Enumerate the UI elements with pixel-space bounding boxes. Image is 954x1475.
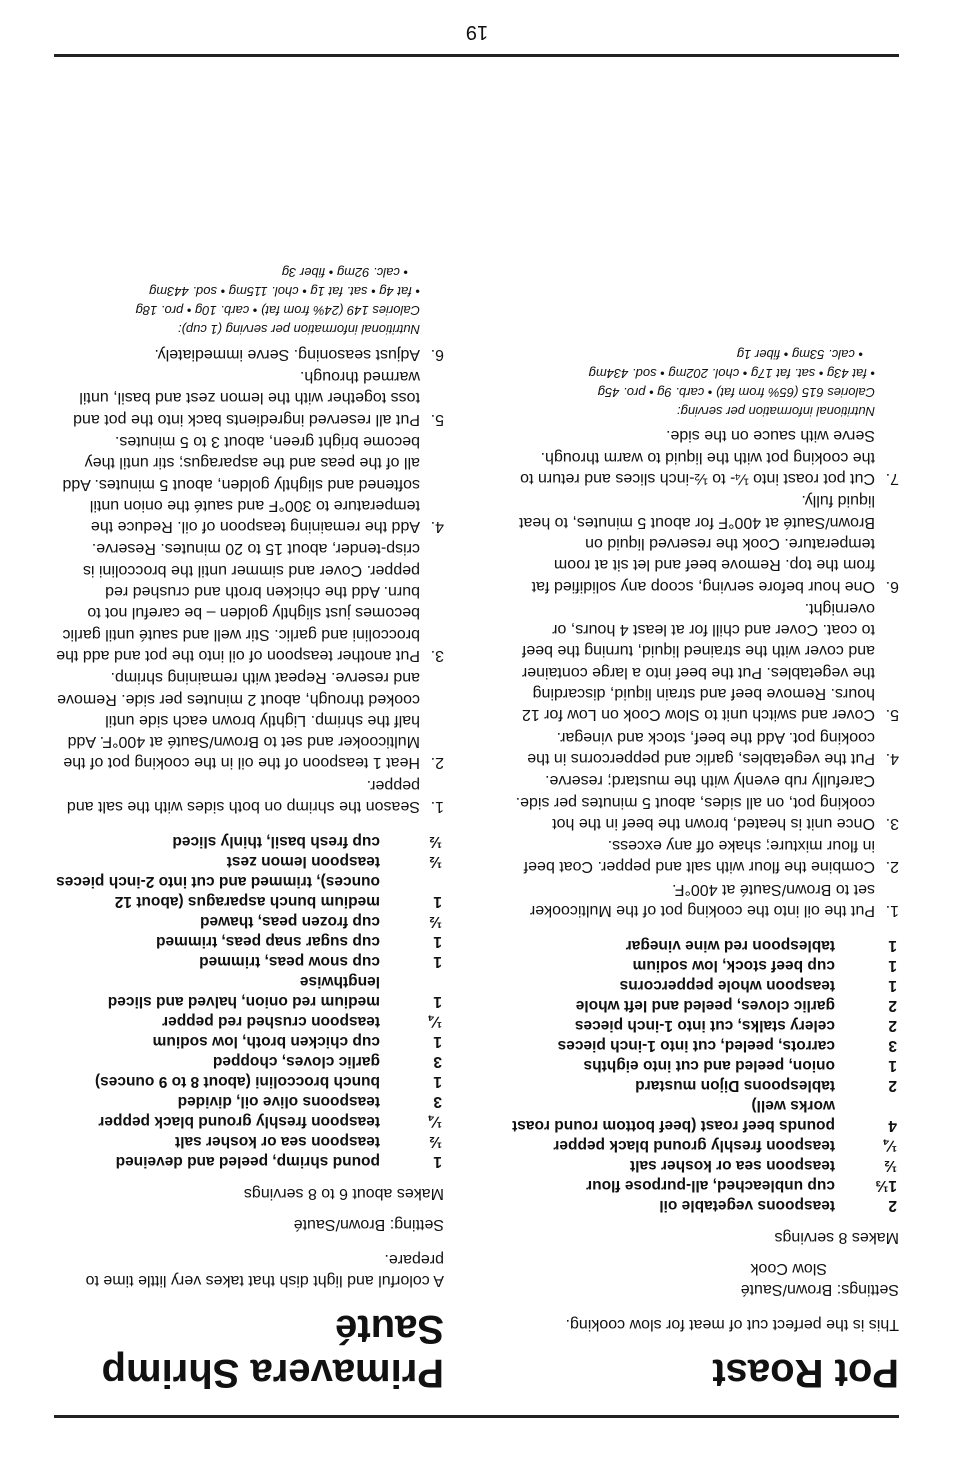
step-list [54, 343, 444, 817]
ingredient-item [509, 1055, 899, 1075]
step-text: Combine the flour with salt and pepper. Coat beef in flour mixture; shake off any excess. [523, 837, 875, 876]
ingredient-qty: ½ [884, 1157, 897, 1174]
ingredient-item [54, 851, 444, 871]
ingredient-item [509, 975, 899, 995]
ingredient-text: teaspoon lemon zest [226, 853, 380, 870]
step-item [509, 490, 899, 596]
ingredient-text: teaspoon freshly ground black pepper [98, 1113, 380, 1130]
nutrition-line: • fat 4g • sat. fat 1g • chol. 115mg • sod. 443mg [149, 284, 420, 300]
step-number: 1. [430, 798, 444, 815]
ingredient-qty: 1 [433, 893, 442, 910]
nutrition-line: Nutritional information per serving (1 cup): [177, 322, 420, 338]
ingredient-text: teaspoons olive oil, divided [177, 1093, 380, 1110]
ingredient-item [54, 1051, 444, 1071]
nutrition-info [54, 263, 420, 339]
ingredient-qty: 1 [888, 957, 897, 974]
ingredient-item [54, 951, 444, 971]
step-text: Season the shrimp on both sides with the salt and pepper. [66, 776, 420, 815]
step-number: 2. [430, 754, 444, 772]
ingredient-qty: 1 [433, 1153, 442, 1170]
ingredient-text: pounds beef roast (beef bottom round roast works well) [512, 1097, 835, 1134]
step-number: 5. [430, 410, 444, 428]
step-item [509, 770, 899, 834]
settings-line: Setting: Brown/Sauté [293, 1216, 444, 1233]
ingredient-item [54, 971, 444, 1011]
ingredient-qty: ¼ [429, 1013, 442, 1030]
ingredient-text: cup frozen peas, thawed [199, 913, 380, 930]
ingredient-qty: 3 [888, 1037, 897, 1054]
ingredient-qty: 2 [888, 1077, 897, 1094]
nutrition-line: • calc. 92mg • fiber 3g [281, 265, 408, 281]
ingredient-text: cup unbleached, all-purpose flour [586, 1177, 835, 1194]
ingredient-item [54, 831, 444, 851]
ingredient-text: teaspoon sea or kosher salt [629, 1157, 835, 1174]
ingredient-text: cup sugar snap peas, trimmed [156, 933, 380, 950]
step-text: Put all reserved ingredients back into the pot and toss together with the lemon zest and basil, until warmed through. [73, 368, 420, 428]
ingredient-list [54, 831, 444, 1171]
ingredient-text: pound shrimp, peeled and deveined [115, 1153, 380, 1170]
servings: Makes 8 servings [774, 1229, 899, 1246]
nutrition-line: Calories 149 (24% from fat) • carb. 10g • pro. 18g [135, 303, 420, 319]
step-item [509, 878, 899, 921]
step-number: 3. [430, 646, 444, 664]
ingredient-qty: 3 [433, 1053, 442, 1070]
ingredient-item [54, 1071, 444, 1091]
ingredient-item [54, 1111, 444, 1131]
step-text: Heat 1 teaspoon of the oil in the cooking pot of the Multicooker and set to Brown/Sauté at 400°F. Add half the shrimp. Lightly brown each side until cooked through, about 2 minutes per side. Remove and reserve. Repeat with remaining shrimp. [57, 669, 420, 772]
nutrition-line: Nutritional information per serving: [677, 404, 875, 420]
ingredient-text: teaspoons vegetable oil [659, 1197, 835, 1214]
ingredient-qty: 2 [888, 1017, 897, 1034]
ingredient-item [54, 1091, 444, 1111]
ingredient-qty: 1 [433, 1033, 442, 1050]
ingredient-text: garlic cloves, chopped [212, 1053, 380, 1070]
ingredient-qty: 1⅓ [875, 1177, 897, 1194]
ingredient-text: cup snow peas, trimmed [199, 953, 380, 970]
ingredient-qty: ½ [429, 913, 442, 930]
ingredient-text: tablespoon red wine vinegar [625, 937, 835, 954]
bottom-rule [54, 54, 899, 57]
ingredient-text: garlic cloves, peeled and left whole [575, 997, 835, 1014]
step-text: Put another teaspoon of oil into the pot and add the broccolini and garlic. Stir well and sauté until garlic becomes just slightly golden – be careful not to burn. Add the chicken broth and crushed red pepper. Cover and simmer until the broccolini is crisp-tender, about 15 to 20 minutes. Reserve. [56, 540, 420, 664]
ingredient-item [509, 1135, 899, 1155]
step-number: 4. [885, 749, 899, 767]
step-text: Add the remaining teaspoon of oil. Reduce the temperature to 300°F and sauté the onion until softened and slightly golden, about 5 minutes. Add all of the peas and the asparagus; stir until they become bright green, about 3 to 5 minutes. [62, 432, 420, 536]
ingredient-text: cup fresh basil, thinly sliced [172, 833, 380, 850]
step-number: 2. [885, 858, 899, 876]
ingredient-item [509, 935, 899, 955]
ingredient-text: teaspoon whole peppercorns [619, 977, 835, 994]
step-text: One hour before serving, scoop any solidified fat from the top. Remove beef and let sit at room temperature. Cook the reserved liquid on Brown/Sauté at 400°F for about 5 minutes, to heat liquid fully. [519, 492, 875, 595]
step-number: 6. [430, 345, 444, 363]
ingredient-text: teaspoon crushed red pepper [162, 1013, 380, 1030]
ingredient-item [54, 911, 444, 931]
step-item [54, 774, 444, 817]
ingredient-text: teaspoon freshly ground black pepper [553, 1137, 835, 1154]
step-text: Once unit is heated, brown the beef in the hot cooking pot, on all sides, about 5 minutes per side. Carefully rub evenly with the mustard; reserve. [515, 772, 875, 832]
ingredient-text: teaspoon sea or kosher salt [174, 1133, 380, 1150]
ingredient-text: bunch broccolini (about 8 to 9 ounces) [94, 1073, 380, 1090]
step-item [509, 835, 899, 878]
step-list [509, 425, 899, 921]
ingredient-item [509, 1095, 899, 1135]
page-number: 19 [465, 21, 489, 43]
ingredient-item [54, 1131, 444, 1151]
step-item [509, 598, 899, 726]
step-number: 1. [885, 902, 899, 919]
ingredient-item [509, 1195, 899, 1215]
ingredient-qty: ¼ [884, 1137, 897, 1154]
ingredient-text: carrots, peeled, cut into 1-inch pieces [557, 1037, 835, 1054]
nutrition-info [509, 345, 875, 421]
step-item [54, 538, 444, 666]
ingredient-item [54, 871, 444, 911]
ingredient-text: celery stalks, cut into 1-inch pieces [574, 1017, 835, 1034]
ingredient-text: onion, peeled and cut into eighths [583, 1057, 835, 1074]
ingredient-list [509, 935, 899, 1215]
ingredient-qty: 1 [888, 937, 897, 954]
step-number: 4. [430, 518, 444, 536]
step-number: 5. [885, 706, 899, 724]
step-item [54, 667, 444, 773]
ingredient-qty: 1 [888, 1057, 897, 1074]
ingredient-item [509, 1035, 899, 1055]
ingredient-qty: ¼ [429, 1113, 442, 1130]
ingredient-item [509, 955, 899, 975]
nutrition-line: • fat 43g • sat. fat 17g • chol. 202mg • sod. 434mg [588, 366, 875, 382]
ingredient-qty: 1 [888, 977, 897, 994]
ingredient-item [509, 1175, 899, 1195]
top-rule [54, 1415, 899, 1418]
ingredient-qty: ½ [429, 1133, 442, 1150]
ingredient-qty: 1 [433, 953, 442, 970]
nutrition-line: Calories 615 (65% from fat) • carb. 9g • pro. 45g [597, 385, 875, 401]
step-text: Put the vegetables, garlic and peppercorns in the cooking pot. Add the beef, stock and vinegar. [527, 728, 875, 767]
ingredient-item [54, 1031, 444, 1051]
recipe-intro: This is the perfect cut of meat for slow cooking. [565, 1316, 899, 1333]
ingredient-text: medium bunch asparagus (about 12 ounces), trimmed and cut into 2-inch pieces [56, 873, 380, 910]
primavera-shrimp-recipe [54, 263, 444, 1395]
step-item [509, 425, 899, 489]
ingredient-item [509, 1015, 899, 1035]
ingredient-qty: 2 [888, 997, 897, 1014]
step-number: 6. [885, 577, 899, 595]
recipe-settings [54, 1214, 444, 1235]
ingredient-qty: 1 [433, 933, 442, 950]
step-number: 3. [885, 814, 899, 832]
step-item [509, 726, 899, 769]
recipe-title: Primavera Shrimp Sauté [101, 1307, 444, 1395]
step-item [54, 431, 444, 537]
ingredient-item [54, 1151, 444, 1171]
ingredient-text: cup chicken broth, low sodium [152, 1033, 380, 1050]
recipe-settings [509, 1258, 899, 1300]
step-text: Cover and switch unit to Slow Cook on Low for 12 hours. Remove beef and strain liquid, discarding the vegetables. Put the beef into a large container and cover with the strained liquid, turning the beef to coat. Cover and chill for at least 4 hours, or overnight. [521, 599, 875, 724]
step-text: Put the oil into the cooking pot of the Multicooker set to Brown/Sauté at 400°F. [529, 880, 875, 919]
recipe-intro: A colorful and light dish that takes very little time to prepare. [85, 1251, 444, 1289]
ingredient-qty: ½ [429, 833, 442, 850]
ingredient-qty: ½ [429, 853, 442, 870]
servings: Makes about 6 to 8 servings [243, 1185, 444, 1202]
step-text: Adjust seasoning. Serve immediately. [154, 345, 420, 363]
settings-line: Settings: Brown/Sauté [740, 1281, 899, 1298]
step-text: Cut pot roast into ¼- to ½-inch slices and return to the cooking pot with the liquid to warm through. Serve with sauce on the side. [520, 427, 875, 488]
ingredient-item [509, 1075, 899, 1095]
ingredient-text: medium red onion, halved and sliced lengthwise [107, 973, 380, 1010]
ingredient-text: tablespoons Dijon mustard [635, 1077, 835, 1094]
pot-roast-recipe [509, 345, 899, 1395]
ingredient-text: cup beef stock, low sodium [632, 957, 835, 974]
ingredient-qty: 2 [888, 1197, 897, 1214]
step-number: 7. [885, 470, 899, 488]
ingredient-item [54, 1011, 444, 1031]
nutrition-line: • calc. 53mg • fiber 1g [736, 347, 863, 363]
ingredient-qty: 1 [433, 993, 442, 1010]
step-item [54, 343, 444, 364]
ingredient-item [509, 1155, 899, 1175]
recipe-title: Pot Roast [712, 1351, 899, 1395]
step-item [54, 366, 444, 430]
ingredient-item [509, 995, 899, 1015]
ingredient-qty: 3 [433, 1093, 442, 1110]
ingredient-item [54, 931, 444, 951]
settings-line: Slow Cook [750, 1260, 827, 1277]
ingredient-qty: 1 [433, 1073, 442, 1090]
ingredient-qty: 4 [888, 1117, 897, 1134]
